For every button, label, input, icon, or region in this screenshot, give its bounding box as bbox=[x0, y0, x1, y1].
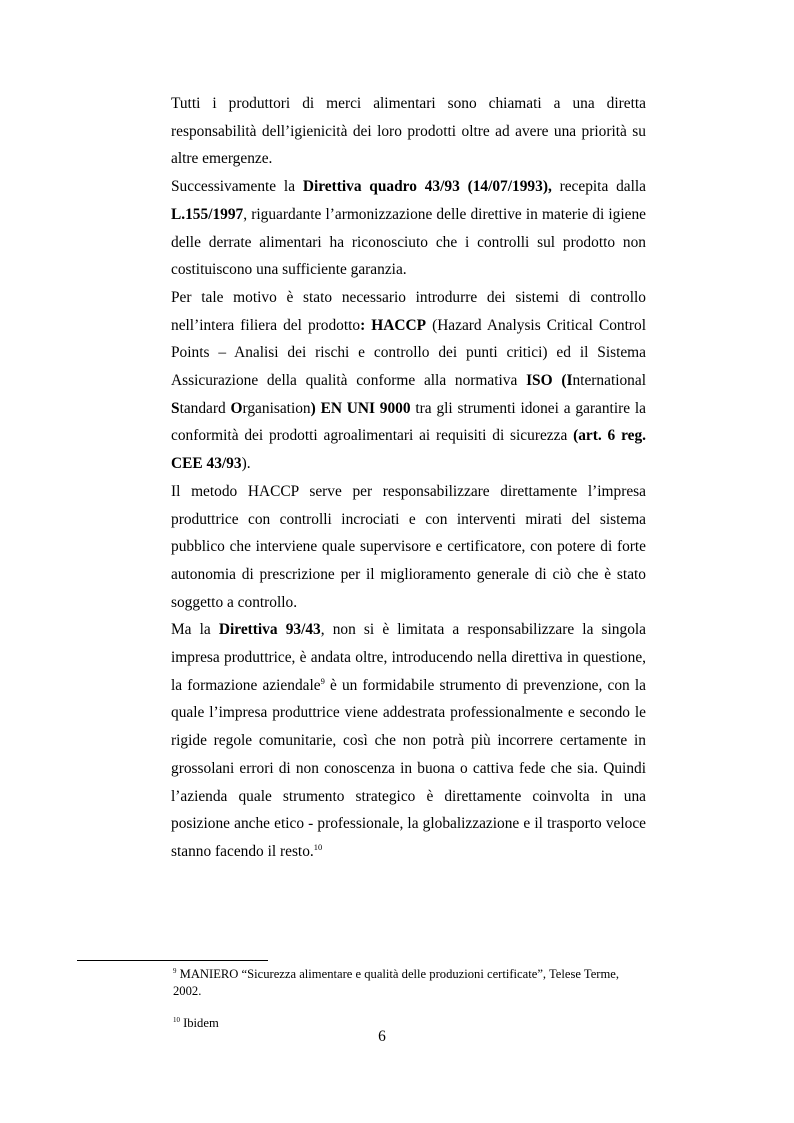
haccp-term: : HACCP bbox=[360, 316, 427, 334]
footnotes bbox=[173, 966, 643, 1032]
directive-reference: Direttiva 93/43 bbox=[218, 621, 321, 639]
footnote-number: 9 bbox=[173, 967, 177, 975]
iso-term: ISO bbox=[526, 372, 553, 390]
footnote-text: Ibidem bbox=[179, 1016, 219, 1030]
page-number: 6 bbox=[378, 1028, 386, 1045]
footnote-ref-9[interactable]: 9 bbox=[320, 675, 325, 686]
regulation-reference: (art. 6 reg. CEE 43/93 bbox=[171, 427, 646, 473]
main-text bbox=[171, 90, 646, 866]
paragraph-haccp-method: Il metodo HACCP serve per responsabilizzare direttamente l’impresa produttrice con controlli incrociati e con interventi mirati del sistema pubblico che interviene quale supervisore e certificatore, con potere di forte autonomia di prescrizione per il miglioramento generale di ciò che è stato soggetto a controllo. bbox=[171, 482, 646, 611]
footnote-10 bbox=[173, 1015, 643, 1032]
law-reference: L.155/1997 bbox=[171, 205, 244, 223]
paragraph-directive-93-43: Ma la Direttiva 93/43, non si è limitata a responsabilizzare la singola impresa produttrice, è andata oltre, introducendo nella direttiva in questione, la formazione aziendale$^9$ è un formidabile strumento di prevenzione, con la quale l’impresa produttrice viene addestrata professionalmente e secondo le rigide regole comunitarie, così che non potrà più incorrere certamente in grossolani errori di non conoscenza in buona o cattiva fede che sia. Quindi l’azienda quale strumento strategico è direttamente coinvolta in una posizione anche etico - professionale, la globalizzazione e il trasporto veloce stanno facendo il resto.$^{10}$ bbox=[171, 621, 646, 860]
paragraph-directive-43-93: Successivamente la Direttiva quadro 43/93 (14/07/1993), recepita dalla L.155/1997, riguardante l’armonizzazione delle direttive in materie di igiene delle derrate alimentari ha riconosciuto che i controlli sul prodotto non costituiscono una sufficiente garanzia. bbox=[171, 178, 646, 279]
directive-reference: Direttiva quadro 43/93 (14/07/1993), bbox=[302, 178, 552, 196]
footnote-separator bbox=[77, 960, 268, 961]
paragraph-haccp-iso: Per tale motivo è stato necessario introdurre dei sistemi di controllo nell’intera filiera del prodotto: HACCP (Hazard Analysis Critical Control Points – Analisi dei rischi e controllo dei punti critici) ed il Sistema Assicurazione della qualità conforme alla normativa ISO (International Standard Organisation) EN UNI 9000 tra gli strumenti idonei a garantire la conformità dei prodotti agroalimentari ai requisiti di sicurezza (art. 6 reg. CEE 43/93). bbox=[171, 288, 646, 473]
footnote-ref-10[interactable]: 10 bbox=[313, 841, 323, 852]
footnote-9 bbox=[173, 966, 643, 1000]
footnote-number: 10 bbox=[173, 1016, 180, 1024]
footnote-text: MANIERO “Sicurezza alimentare e qualità delle produzioni certificate”, Telese Terme, 2002. bbox=[173, 967, 620, 998]
en-uni-term: ) EN UNI 9000 bbox=[310, 399, 411, 417]
paragraph-producers-responsibility: Tutti i produttori di merci alimentari sono chiamati a una diretta responsabilità dell’igienicità dei loro prodotti oltre ad avere una priorità su altre emergenze. bbox=[171, 95, 646, 168]
